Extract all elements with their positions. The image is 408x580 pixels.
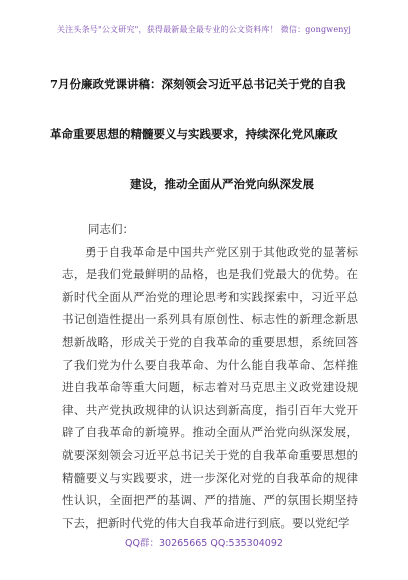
document-title-line-1: 7月份廉政党课讲稿：深刻领会习近平总书记关于党的自我 [50,77,346,91]
footer-contact: QQ群：30265665 QQ:535304092 [125,538,283,549]
greeting: 同志们： [88,222,134,236]
body-paragraph: 勇于自我革命是中国共产党区别于其他政党的显著标志，是我们党最鲜明的品格，也是我们党最大的优势。在新时代全面从严治党的理论思考和实践探索中，习近平总书记创造性提出一系列具有原创性、标志性的新理念新思想新战略，形成关于党的自我革命的重要思想，系统回答了我们党为什么要自我革命、为什么能自我革命、怎样推进自我革命等重大问题，标志着对马克思主义政党建设规律、共产党执政规律的认识达到新高度，指引百年大党开辟了自我革命的新境界。推动全面从严治党向纵深发展，就要深刻领会习近平总书记关于党的自我革命重要思想的精髓要义与实践要求，进一步深化对党的自我革命的规律性认识，全面把严的基调、严的措施、严的氛围长期坚持下去，把新时代党的伟大自我革命进行到底。要以党纪学 [62,244,358,530]
header-banner: 关注头条号"公文研究"，获得最新最全最专业的公文资料库！ 微信：gongwenyj [56,25,352,34]
document-title-line-2: 革命重要思想的精髓要义与实践要求，持续深化党风廉政 [50,127,338,141]
document-title-line-3: 建设，推动全面从严治党向纵深发展 [130,177,314,191]
document-body [62,218,358,534]
